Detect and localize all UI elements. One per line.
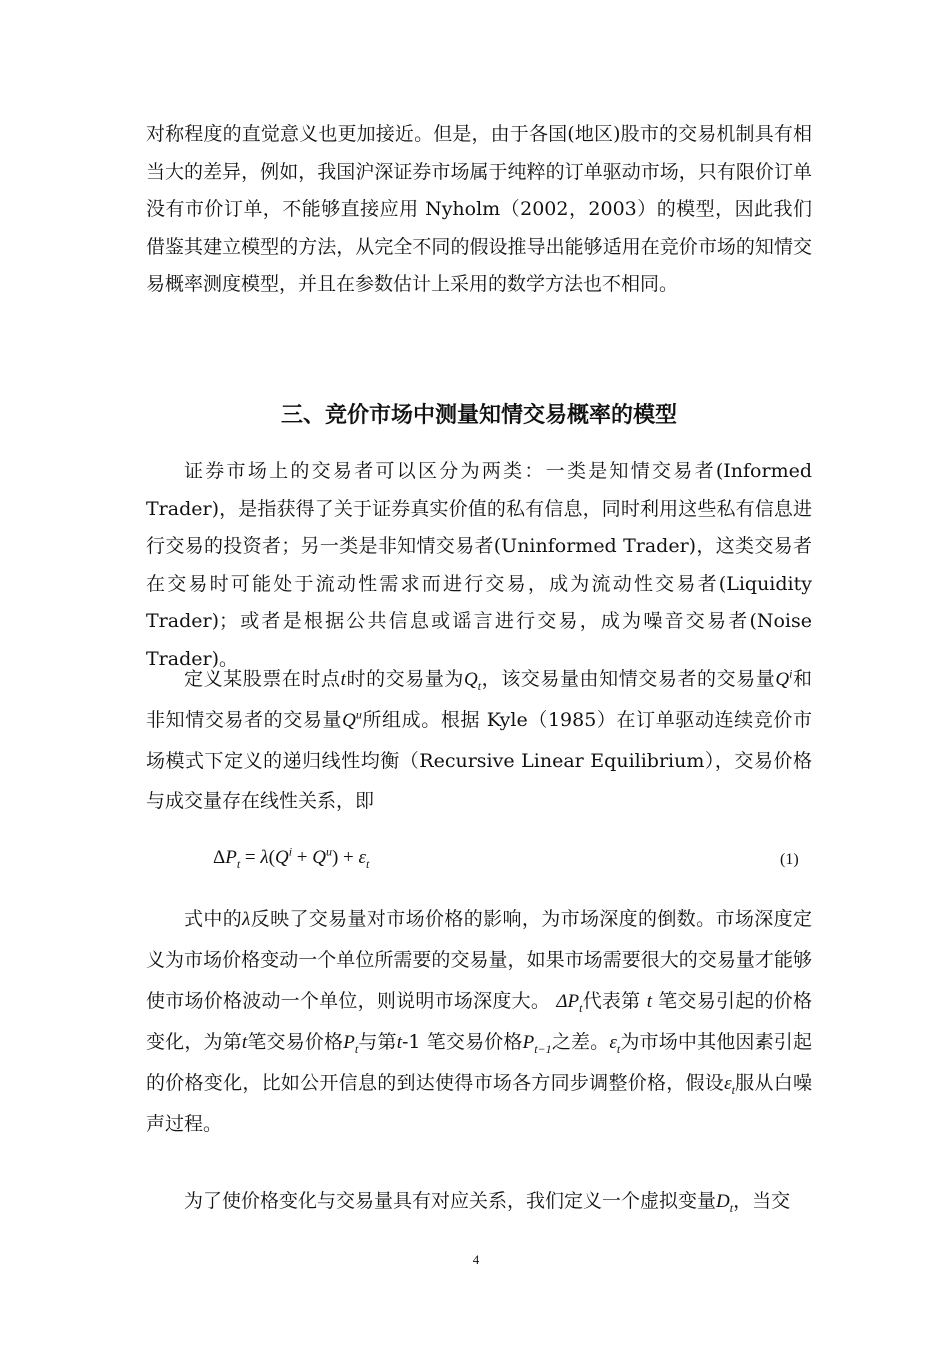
equation-number: (1) bbox=[780, 851, 799, 868]
page-number: 4 bbox=[472, 1252, 480, 1267]
paragraph-intro: 对称程度的直觉意义也更加接近。但是，由于各国(地区)股市的交易机制具有相当大的差异，例如，我国沪深证券市场属于纯粹的订单驱动市场，只有限价订单没有市价订单，不能够直接应用 Nyholm（2002，2003）的模型，因此我们借鉴其建立模型的方法，从完全不同的假设推导出能够适用在竞价市场的知情交易概率测度模型，并且在参数估计上采用的数学方法也不相同。 bbox=[146, 123, 812, 295]
equation-1: $\Delta P_t = \lambda(Q^i + Q^u) + \varepsilon_t$ bbox=[213, 844, 370, 871]
paragraph-lambda: 式中的λ反映了交易量对市场价格的影响，为市场深度的倒数。市场深度定义为市场价格变动一个单位所需要的交易量，如果市场需要很大的交易量才能够使市场价格波动一个单位，则说明市场深度大。 $\Delta P_t$代表第 t 笔交易引起的价格变化，为第t笔交易价格$P_t$与第t-1 笔交易价格$P_{t-1}$之差。$\varepsilon_t$为市场中其他因素引起的价格变化，比如公开信息的到达使得市场各方同步调整价格，假设$\varepsilon_t$服从白噪声过程。 bbox=[146, 908, 812, 1135]
section-title: 三、竞价市场中测量知情交易概率的模型 bbox=[280, 403, 677, 428]
paragraph-last: 为了使价格变化与交易量具有对应关系，我们定义一个虚拟变量$D_t$，当交 bbox=[184, 1190, 791, 1215]
paragraph-traders: 证券市场上的交易者可以区分为两类：一类是知情交易者(Informed Trader)，是指获得了关于证券真实价值的私有信息，同时利用这些私有信息进行交易的投资者；另一类是非知情交易者(Uninformed Trader)，这类交易者在交易时可能处于流动性需求而进行交易，成为流动性交易者(Liquidity Trader)；或者是根据公共信息或谣言进行交易，成为噪音交易者(Noise Trader)。 bbox=[146, 460, 812, 670]
paragraph-define: 定义某股票在时点t时的交易量为$Q_t$，该交易量由知情交易者的交易量$Q^i$和非知情交易者的交易量$Q^u$所组成。根据 Kyle（1985）在订单驱动连续竞价市场模式下定义的递归线性均衡（Recursive Linear Equilibrium），交易价格与成交量存在线性关系，即 bbox=[146, 666, 812, 812]
